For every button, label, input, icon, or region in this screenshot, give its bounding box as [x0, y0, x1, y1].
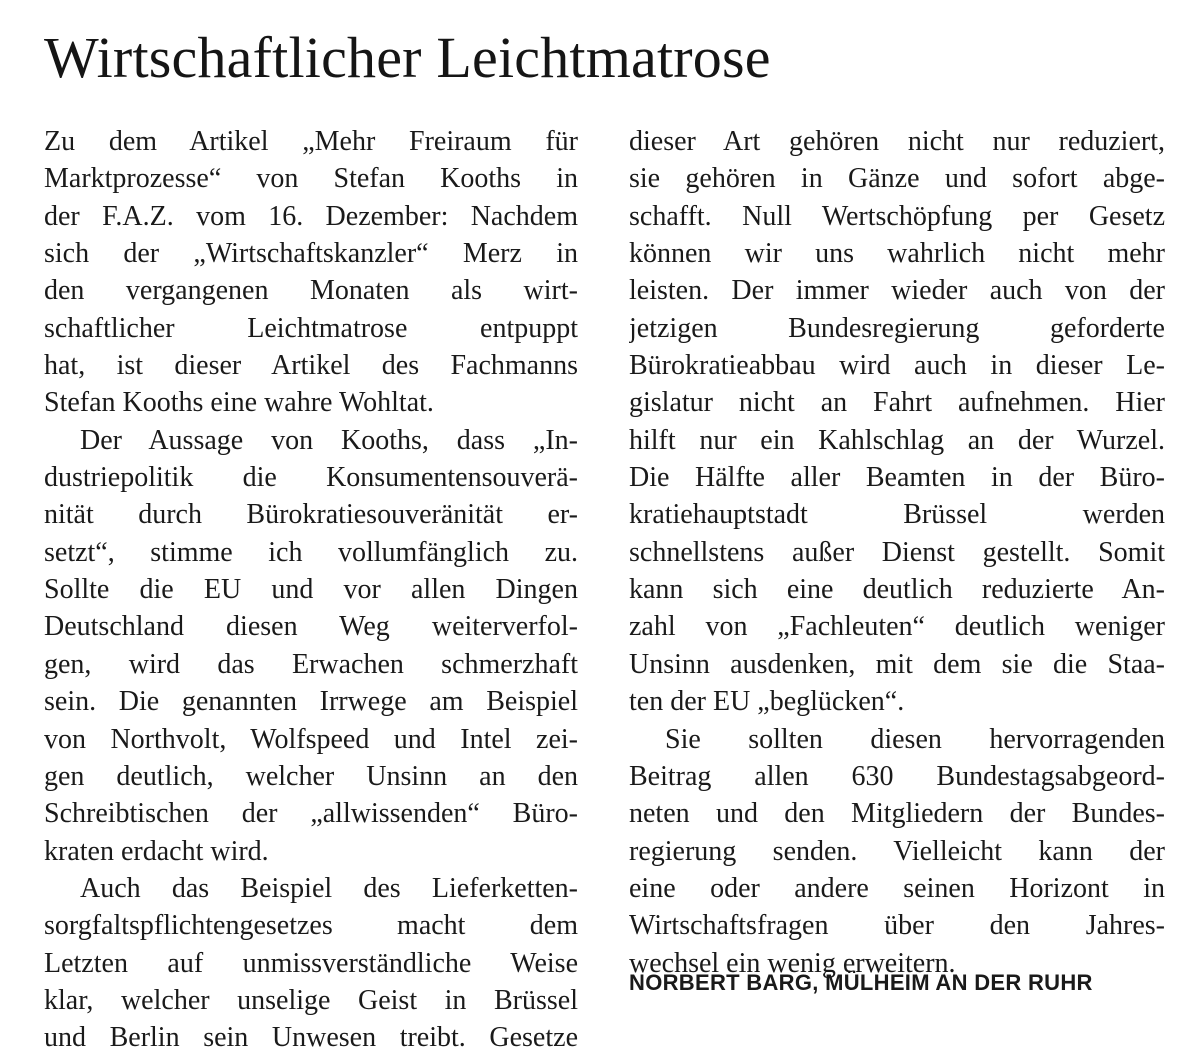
text-line: dieser Art gehören nicht nur reduziert,: [629, 126, 1165, 157]
text-line: klar, welcher unselige Geist in Brüssel: [44, 984, 578, 1016]
text-line: setzt“, stimme ich vollumfänglich zu.: [44, 536, 578, 568]
text-line: der F.A.Z. vom 16. Dezember: Nachdem: [44, 200, 578, 232]
text-line: Zu dem Artikel „Mehr Freiraum für: [44, 126, 578, 157]
text-line: Beitrag allen 630 Bundestagsabgeord-: [629, 760, 1165, 792]
text-line: Sie sollten diesen hervorragenden: [665, 723, 1165, 755]
text-line: sie gehören in Gänze und sofort abge-: [629, 163, 1165, 195]
text-line: Auch das Beispiel des Lieferketten-: [80, 872, 578, 904]
text-line: von Northvolt, Wolfspeed und Intel zei-: [44, 723, 578, 755]
text-line: Der Aussage von Kooths, dass „In-: [80, 424, 578, 456]
text-line: Marktprozesse“ von Stefan Kooths in: [44, 163, 578, 195]
text-line: schnellstens außer Dienst gestellt. Somit: [629, 536, 1165, 568]
text-line: nität durch Bürokratiesouveränität er-: [44, 499, 578, 531]
text-line: neten und den Mitgliedern der Bundes-: [629, 798, 1165, 830]
text-line: ten der EU „beglücken“.: [629, 686, 905, 718]
text-line: sorgfaltspflichtengesetzes macht dem: [44, 910, 578, 942]
text-line: gen, wird das Erwachen schmerzhaft: [44, 648, 578, 680]
text-line: schafft. Null Wertschöpfung per Gesetz: [629, 200, 1165, 232]
text-line: sein. Die genannten Irrwege am Beispiel: [44, 686, 578, 718]
text-line: gen deutlich, welcher Unsinn an den: [44, 760, 578, 792]
text-line: gislatur nicht an Fahrt aufnehmen. Hier: [629, 387, 1165, 419]
text-line: kratiehauptstadt Brüssel werden: [629, 499, 1165, 531]
text-line: kann sich eine deutlich reduzierte An-: [629, 574, 1165, 606]
headline: Wirtschaftlicher Leichtmatrose: [44, 25, 771, 90]
text-line: Die Hälfte aller Beamten in der Büro-: [629, 462, 1165, 494]
text-line: den vergangenen Monaten als wirt-: [44, 275, 578, 307]
text-line: können wir uns wahrlich nicht mehr: [629, 238, 1165, 270]
text-line: regierung senden. Vielleicht kann der: [629, 835, 1165, 867]
text-line: Deutschland diesen Weg weiterverfol-: [44, 611, 578, 643]
text-line: hat, ist dieser Artikel des Fachmanns: [44, 350, 578, 382]
author-signature: NORBERT BARG, MÜLHEIM AN DER RUHR: [629, 970, 1093, 995]
text-line: Sollte die EU und vor allen Dingen: [44, 574, 578, 606]
text-line: zahl von „Fachleuten“ deutlich weniger: [629, 611, 1165, 643]
article-column-right: [629, 123, 1165, 982]
text-line: leisten. Der immer wieder auch von der: [629, 275, 1165, 307]
text-line: sich der „Wirtschaftskanzler“ Merz in: [44, 238, 578, 270]
text-line: wechsel ein wenig erweitern.: [629, 947, 956, 979]
text-line: eine oder andere seinen Horizont in: [629, 872, 1165, 904]
text-line: kraten erdacht wird.: [44, 835, 269, 867]
text-line: Bürokratieabbau wird auch in dieser Le-: [629, 350, 1165, 382]
text-line: und Berlin sein Unwesen treibt. Gesetze: [44, 1022, 578, 1054]
text-line: Schreibtischen der „allwissenden“ Büro-: [44, 798, 578, 830]
text-line: Stefan Kooths eine wahre Wohltat.: [44, 387, 434, 419]
article-column-left: [44, 123, 578, 1057]
text-line: schaftlicher Leichtmatrose entpuppt: [44, 312, 578, 344]
text-line: hilft nur ein Kahlschlag an der Wurzel.: [629, 424, 1165, 456]
text-line: Wirtschaftsfragen über den Jahres-: [629, 910, 1165, 942]
text-line: Letzten auf unmissverständliche Weise: [44, 947, 578, 979]
text-line: dustriepolitik die Konsumentensouverä-: [44, 462, 578, 494]
text-line: jetzigen Bundesregierung geforderte: [629, 312, 1165, 344]
text-line: Unsinn ausdenken, mit dem sie die Staa-: [629, 648, 1165, 680]
